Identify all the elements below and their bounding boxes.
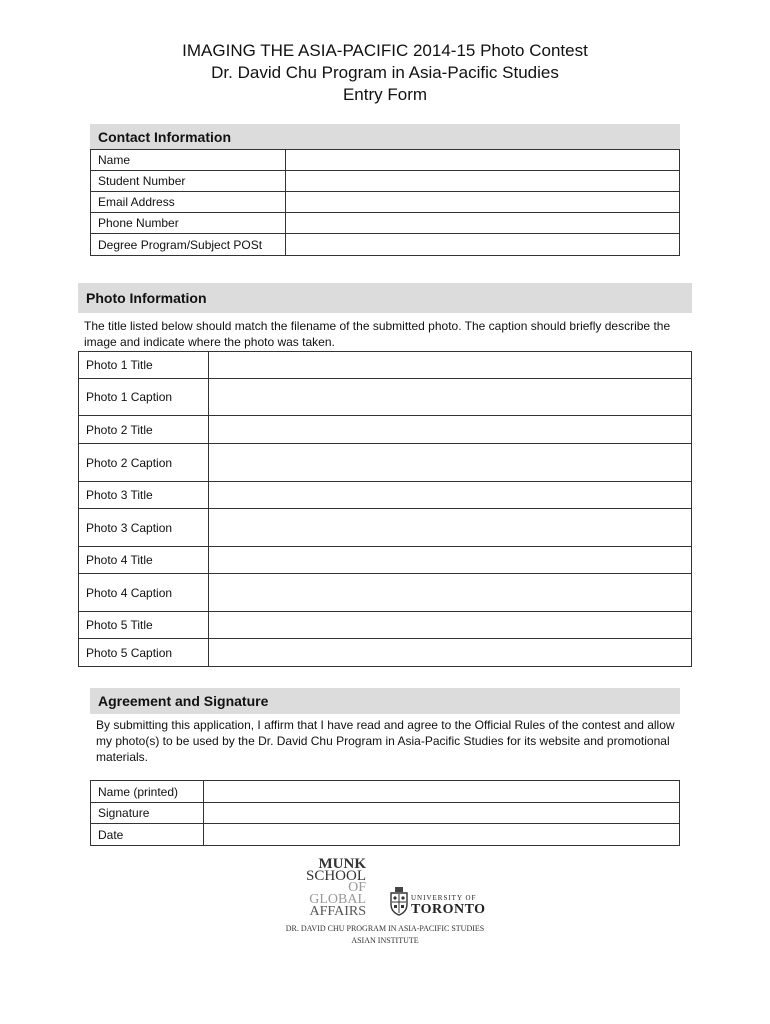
munk-school-logo <box>284 858 366 918</box>
email-field[interactable] <box>286 192 680 213</box>
field-label: Name <box>91 150 286 171</box>
phone-field[interactable] <box>286 213 680 234</box>
photo-5-title-field[interactable] <box>209 612 692 639</box>
field-label: Signature <box>91 803 204 824</box>
field-label: Photo 5 Caption <box>79 639 209 667</box>
uoft-wordmark <box>411 894 486 917</box>
field-label: Photo 3 Caption <box>79 509 209 547</box>
photo-instructions: The title listed below should match the filename of the submitted photo. The caption should briefly describe the image and indicate where the photo was taken. <box>84 319 671 349</box>
printed-name-field[interactable] <box>204 781 680 803</box>
photo-1-caption-field[interactable] <box>209 379 692 416</box>
field-label: Phone Number <box>91 213 286 234</box>
date-field[interactable] <box>204 824 680 846</box>
signature-field[interactable] <box>204 803 680 824</box>
photo-5-caption-field[interactable] <box>209 639 692 667</box>
photo-section-heading: Photo Information <box>78 283 692 313</box>
munk-line: AFFAIRS <box>309 904 366 919</box>
field-label: Date <box>91 824 204 846</box>
uoft-small-text: UNIVERSITY OF <box>411 894 477 902</box>
munk-line: OF <box>348 880 366 895</box>
photo-3-title-field[interactable] <box>209 482 692 509</box>
university-crest-icon <box>389 886 409 916</box>
institute-line: ASIAN INSTITUTE <box>351 936 419 945</box>
footer-logos <box>0 858 770 958</box>
field-label: Photo 2 Caption <box>79 444 209 482</box>
photo-row <box>79 639 692 667</box>
title-line-2: Dr. David Chu Program in Asia-Pacific Studies <box>211 63 559 82</box>
agreement-text: By submitting this application, I affirm that I have read and agree to the Official Rules of the contest and allow my photo(s) to be used by the Dr. David Chu Program in Asia-Pacific Studies for its website and promotional materials. <box>96 718 675 764</box>
munk-line: MUNK <box>318 856 366 872</box>
student-number-field[interactable] <box>286 171 680 192</box>
field-label: Photo 3 Title <box>79 482 209 509</box>
field-label: Photo 2 Title <box>79 416 209 444</box>
photo-row <box>79 444 692 482</box>
agreement-section-heading: Agreement and Signature <box>90 688 680 714</box>
field-label: Degree Program/Subject POSt <box>91 234 286 256</box>
field-label: Photo 5 Title <box>79 612 209 639</box>
contact-row-name <box>91 150 680 171</box>
photo-row <box>79 574 692 612</box>
field-label: Photo 4 Caption <box>79 574 209 612</box>
field-label: Student Number <box>91 171 286 192</box>
form-title <box>0 40 770 106</box>
contact-row-student-number <box>91 171 680 192</box>
munk-line: SCHOOL <box>305 868 366 884</box>
contact-row-degree <box>91 234 680 256</box>
signature-table <box>90 780 680 846</box>
contact-row-email <box>91 192 680 213</box>
photo-4-title-field[interactable] <box>209 547 692 574</box>
title-line-1: IMAGING THE ASIA-PACIFIC 2014-15 Photo Contest <box>182 41 588 60</box>
uoft-big-text: TORONTO <box>411 902 486 917</box>
program-line: DR. DAVID CHU PROGRAM IN ASIA-PACIFIC STUDIES <box>285 924 485 933</box>
photo-row <box>79 482 692 509</box>
photo-row <box>79 509 692 547</box>
munk-line: GLOBAL <box>309 892 366 907</box>
photo-2-caption-field[interactable] <box>209 444 692 482</box>
name-field[interactable] <box>286 150 680 171</box>
photo-3-caption-field[interactable] <box>209 509 692 547</box>
contact-row-phone <box>91 213 680 234</box>
photo-row <box>79 612 692 639</box>
contact-table <box>90 149 680 256</box>
photo-row <box>79 379 692 416</box>
signature-row <box>91 781 680 803</box>
photo-1-title-field[interactable] <box>209 352 692 379</box>
signature-row <box>91 824 680 846</box>
photo-row <box>79 547 692 574</box>
degree-field[interactable] <box>286 234 680 256</box>
field-label: Photo 1 Title <box>79 352 209 379</box>
field-label: Email Address <box>91 192 286 213</box>
field-label: Photo 4 Title <box>79 547 209 574</box>
photo-row <box>79 416 692 444</box>
title-line-3: Entry Form <box>342 85 428 104</box>
signature-row <box>91 803 680 824</box>
photo-row <box>79 352 692 379</box>
field-label: Photo 1 Caption <box>79 379 209 416</box>
photo-table <box>78 351 692 667</box>
photo-4-caption-field[interactable] <box>209 574 692 612</box>
field-label: Name (printed) <box>91 781 204 803</box>
photo-2-title-field[interactable] <box>209 416 692 444</box>
contact-section-heading: Contact Information <box>90 124 680 150</box>
